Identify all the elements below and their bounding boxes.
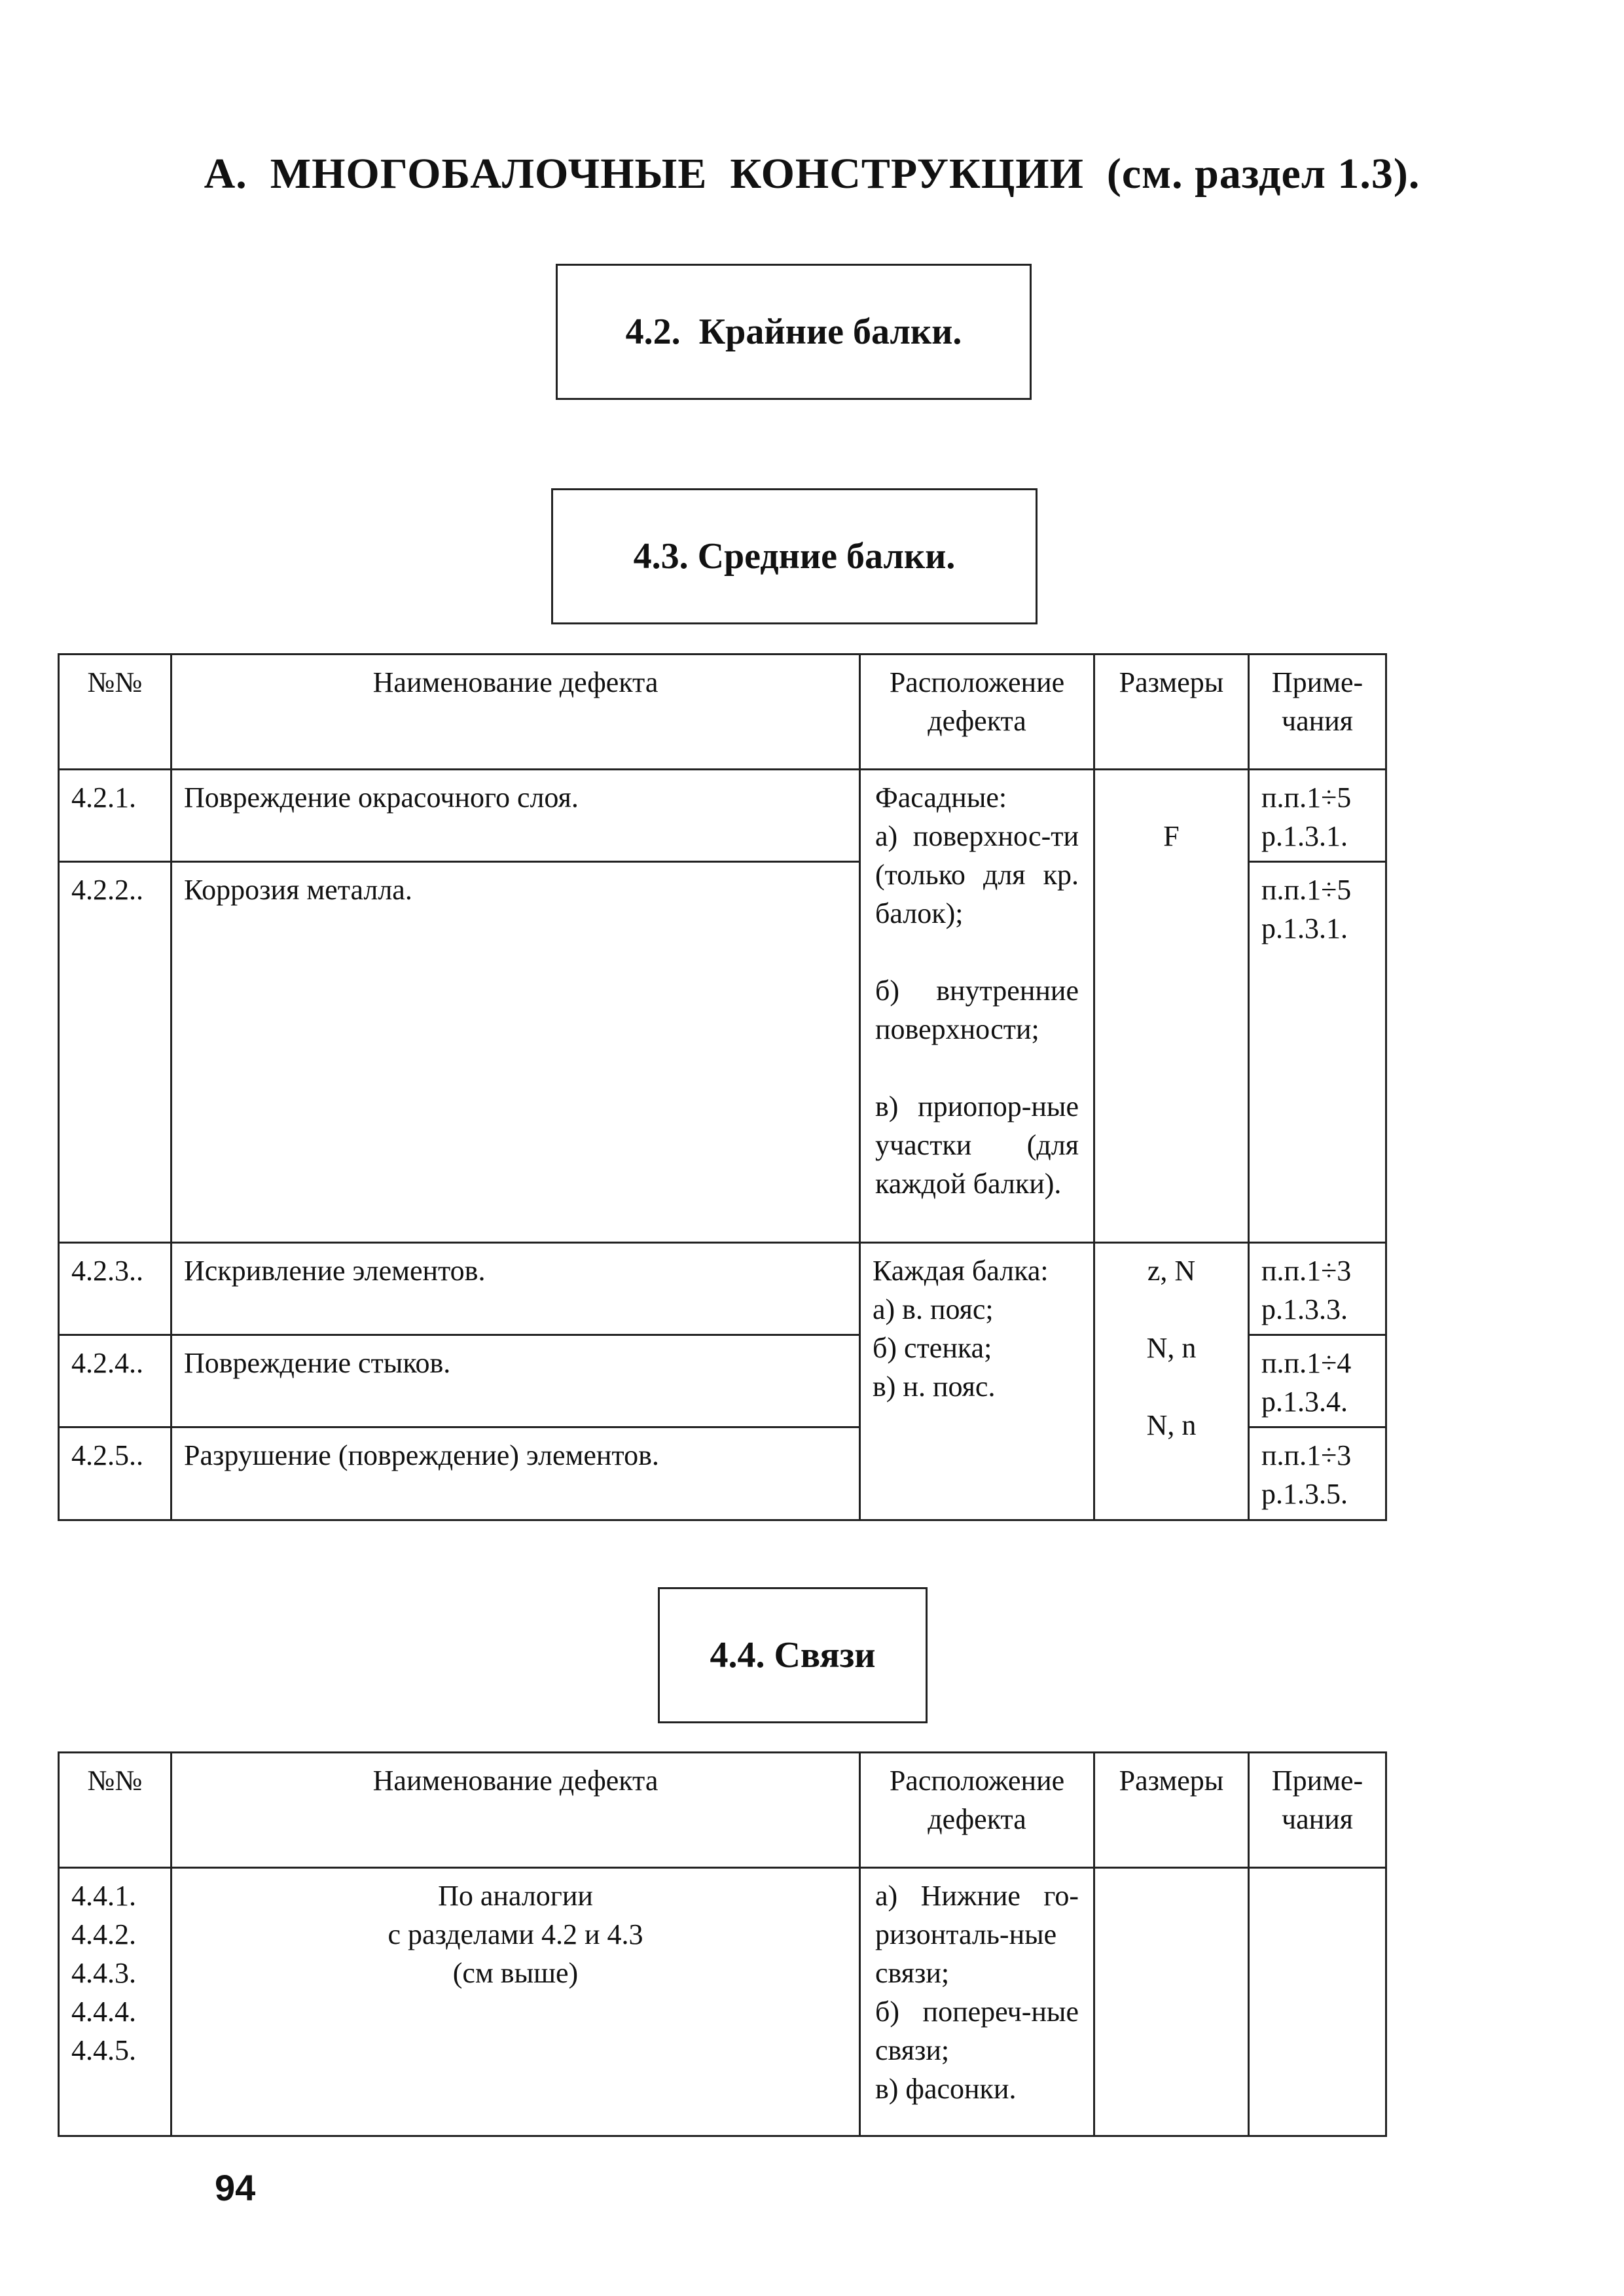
row-notes <box>1249 770 1386 862</box>
header-sizes: Размеры <box>1094 1753 1249 1868</box>
row-num: 4.4.4. <box>71 1996 136 2028</box>
row-notes-empty <box>1249 1868 1386 2136</box>
location-bracing-b: б) попереч-ные связи; <box>875 1996 1079 2066</box>
page-title: А. МНОГОБАЛОЧНЫЕ КОНСТРУКЦИИ (см. раздел 1.3). <box>204 150 1420 198</box>
section-4-4-heading <box>658 1587 928 1723</box>
row-notes <box>1249 862 1386 1243</box>
row-name-analogy <box>171 1868 860 2136</box>
notes-line2: р.1.3.1. <box>1261 912 1348 944</box>
row-num: 4.2.3.. <box>59 1243 171 1335</box>
row-num: 4.2.4.. <box>59 1335 171 1427</box>
section-4-2-heading <box>556 264 1032 400</box>
analogy-line2: с разделами 4.2 и 4.3 <box>388 1918 643 1950</box>
location-facades-head: Фасадные: <box>875 781 1007 814</box>
defects-table-4-3 <box>58 653 1387 1521</box>
notes-line2: р.1.3.1. <box>1261 820 1348 852</box>
row-name: Коррозия металла. <box>171 862 860 1243</box>
size-f <box>1094 770 1249 1243</box>
row-name: Разрушение (повреждение) элементов. <box>171 1427 860 1520</box>
row-notes <box>1249 1243 1386 1335</box>
header-notes-line1: Приме- <box>1271 666 1363 698</box>
notes-line1: п.п.1÷3 <box>1261 1255 1352 1287</box>
notes-line2: р.1.3.5. <box>1261 1478 1348 1510</box>
notes-line1: п.п.1÷5 <box>1261 781 1352 814</box>
header-notes-line2: чания <box>1282 1803 1353 1835</box>
header-location <box>860 655 1094 770</box>
size-value: N, n <box>1146 1409 1197 1441</box>
location-each-beam-line2: а) в. пояс; <box>873 1293 994 1325</box>
section-4-3-label: 4.3. Средние балки. <box>633 536 956 577</box>
location-each-beam-line3: б) стенка; <box>873 1332 992 1364</box>
header-location-line2: дефекта <box>928 705 1026 737</box>
section-4-2-label: 4.2. Крайние балки. <box>625 312 962 352</box>
header-name: Наименование дефекта <box>171 1753 860 1868</box>
row-notes <box>1249 1427 1386 1520</box>
row-num: 4.2.2.. <box>59 862 171 1243</box>
table-row <box>59 770 1386 862</box>
row-num: 4.2.5.. <box>59 1427 171 1520</box>
header-location-line1: Расположение <box>889 666 1065 698</box>
table-row <box>59 1868 1386 2136</box>
row-name: Повреждение стыков. <box>171 1335 860 1427</box>
row-name: Искривление элементов. <box>171 1243 860 1335</box>
row-name: Повреждение окрасочного слоя. <box>171 770 860 862</box>
notes-line2: р.1.3.4. <box>1261 1386 1348 1418</box>
location-bracing-a: а) Нижние го-ризонталь-ные связи; <box>875 1880 1079 1989</box>
sizes-each-beam <box>1094 1243 1249 1520</box>
row-num: 4.4.1. <box>71 1880 136 1912</box>
defects-table-4-4 <box>58 1751 1387 2137</box>
notes-line1: п.п.1÷5 <box>1261 874 1352 906</box>
section-4-3-heading <box>551 488 1038 624</box>
location-each-beam-line4: в) н. пояс. <box>873 1371 996 1403</box>
header-notes-line1: Приме- <box>1271 1765 1363 1797</box>
header-sizes: Размеры <box>1094 655 1249 770</box>
table-header-row <box>59 1753 1386 1868</box>
header-notes <box>1249 1753 1386 1868</box>
location-facades-c: в) приопор-ные участки (для каждой балки). <box>875 1090 1079 1200</box>
location-bracing <box>860 1868 1094 2136</box>
location-facades-b: б) внутренние поверхности; <box>875 975 1079 1045</box>
header-notes <box>1249 655 1386 770</box>
section-4-4-label: 4.4. Связи <box>710 1635 876 1676</box>
location-each-beam <box>860 1243 1094 1520</box>
location-bracing-c: в) фасонки. <box>875 2073 1017 2105</box>
row-num: 4.2.1. <box>59 770 171 862</box>
analogy-line1: По аналогии <box>438 1880 593 1912</box>
row-num: 4.4.2. <box>71 1918 136 1950</box>
header-location <box>860 1753 1094 1868</box>
size-value: N, n <box>1146 1332 1197 1364</box>
size-value: z, N <box>1147 1255 1196 1287</box>
size-f-value: F <box>1163 820 1180 852</box>
row-num: 4.4.3. <box>71 1957 136 1989</box>
analogy-line3: (см выше) <box>452 1957 579 1989</box>
row-nums <box>59 1868 171 2136</box>
page-number: 94 <box>215 2167 256 2208</box>
row-num: 4.4.5. <box>71 2034 136 2066</box>
location-facades <box>860 770 1094 1243</box>
header-location-line1: Расположение <box>889 1765 1065 1797</box>
location-facades-a: а) поверхнос-ти (только для кр. балок); <box>875 820 1079 929</box>
notes-line1: п.п.1÷4 <box>1261 1347 1352 1379</box>
table-row <box>59 1243 1386 1335</box>
header-location-line2: дефекта <box>928 1803 1026 1835</box>
notes-line2: р.1.3.3. <box>1261 1293 1348 1325</box>
header-name: Наименование дефекта <box>171 655 860 770</box>
notes-line1: п.п.1÷3 <box>1261 1439 1352 1471</box>
row-notes <box>1249 1335 1386 1427</box>
header-notes-line2: чания <box>1282 705 1353 737</box>
header-num: №№ <box>59 1753 171 1868</box>
row-sizes-empty <box>1094 1868 1249 2136</box>
header-num: №№ <box>59 655 171 770</box>
table-header-row <box>59 655 1386 770</box>
location-each-beam-line1: Каждая балка: <box>873 1255 1049 1287</box>
